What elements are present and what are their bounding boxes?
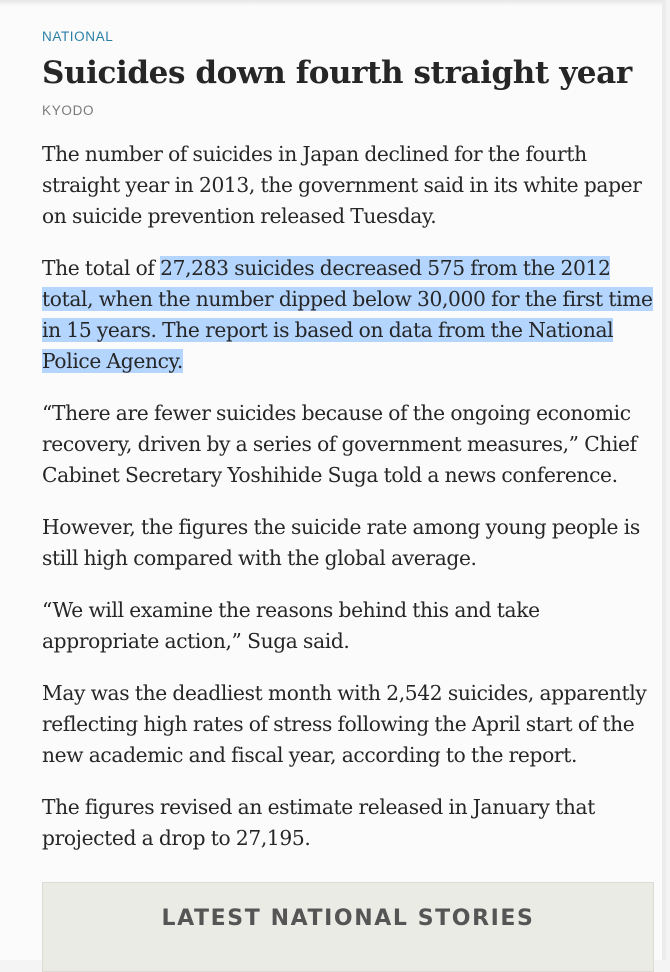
paragraph: However, the figures the suicide rate among young people is still high compared with the global average. [42, 515, 640, 570]
paragraph: The figures revised an estimate released in January that projected a drop to 27,195. [42, 795, 596, 850]
paragraph: The number of suicides in Japan declined for the fourth straight year in 2013, the government said in its white paper on suicide prevention released Tuesday. [42, 142, 642, 228]
latest-stories-box [42, 882, 654, 972]
article-headline: Suicides down fourth straight year [42, 55, 632, 91]
section-link-national[interactable]: NATIONAL [42, 29, 114, 44]
paragraph-prefix: The total of [42, 256, 161, 280]
top-shadow [0, 0, 662, 6]
paragraph: “There are fewer suicides because of the ongoing economic recovery, driven by a series of government measures,” Chief Cabinet Secretary Yoshihide Suga told a news conference. [42, 401, 637, 487]
latest-stories-title: LATEST NATIONAL STORIES [161, 906, 535, 931]
article-body [42, 139, 657, 875]
selected-text-highlight[interactable]: 27,283 suicides decreased 575 from the 2012 total, when the number dipped below 30,000 for the first time in 15 years. The report is based on data from the National Police Agency. [42, 256, 653, 373]
paragraph: “We will examine the reasons behind this and take appropriate action,” Suga said. [42, 598, 540, 653]
paragraph: May was the deadliest month with 2,542 suicides, apparently reflecting high rates of stress following the April start of the new academic and fiscal year, according to the report. [42, 681, 647, 767]
paragraph-with-selection [42, 253, 657, 377]
article-byline: KYODO [42, 103, 95, 118]
